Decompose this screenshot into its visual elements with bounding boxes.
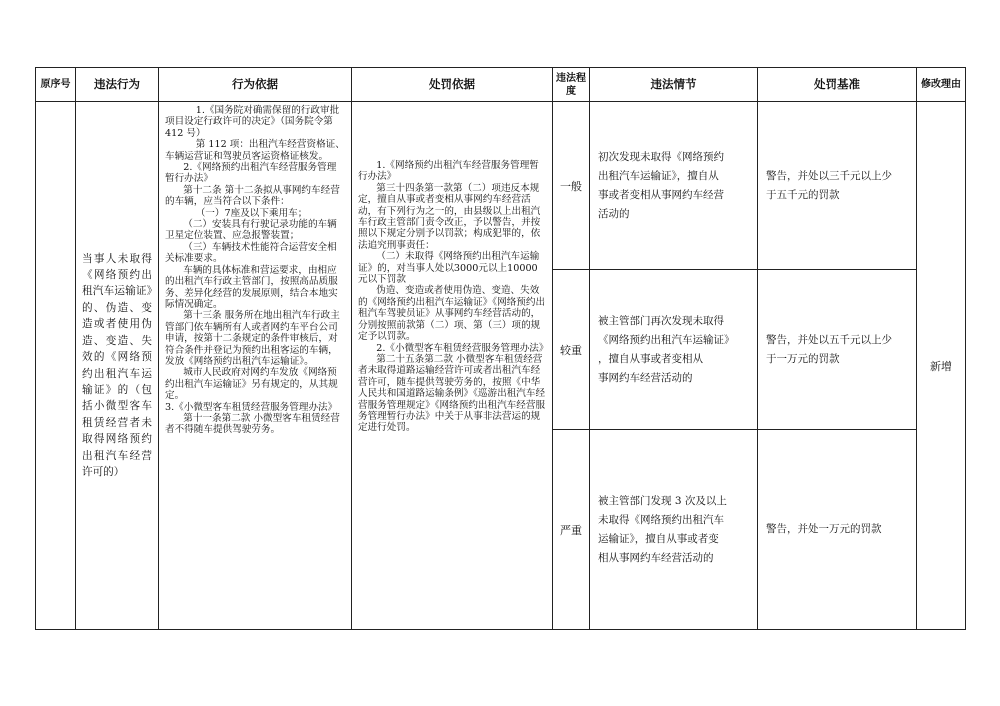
circumstance-severe [590, 430, 758, 630]
cell-act-basis [159, 102, 352, 630]
basis-paragraph: 第十一条第二款 小微型客车租赁经营者不得随车提供驾驶劳务。 [165, 412, 340, 436]
circumstance-line: 出租汽车运输证》，擅自从 [598, 169, 719, 182]
header-act: 违法行为 [76, 68, 159, 102]
circumstance-line: 活动的 [598, 207, 630, 220]
standard-line: 警告，并处以五千元以上少 [766, 333, 892, 346]
basis-paragraph: （三）车辆技术性能符合运营安全相关标准要求。 [165, 241, 337, 265]
circumstance-line: 事或者变相从事网约车经营 [598, 188, 724, 201]
cell-violation-act: 当事人未取得《网络预约出租汽车运输证》的、伪造、变造或者使用伪造、变造、失效的《网络预约出租汽车运输证》的（包括小微型客车租赁经营者未取得网络预约出租汽车经营许可的） [76, 102, 159, 630]
penalty-paragraph: 2.《小微型客车租赁经营服务管理办法》 [376, 342, 549, 354]
standard-line: 警告，并处以三千元以上少 [766, 169, 892, 182]
circumstance-serious [590, 270, 758, 430]
penalty-paragraph: 第二十五条第二款 小微型客车租赁经营者未取得道路运输经营许可或者出租汽车经营许可，随车提供驾驶劳务的，按照《中华人民共和国道路运输条例》《巡游出租汽车经营服务管理规定》《网络预约出租汽车经营服务管理暂行办法》中关于从事非法营运的规定进行处罚。 [358, 353, 546, 434]
circumstance-line: 被主管部门发现 3 次及以上 [598, 494, 727, 507]
header-standard: 处罚基准 [758, 68, 917, 102]
penalty-standard-table [35, 67, 966, 630]
basis-paragraph: 1.《国务院对确需保留的行政审批项目设定行政许可的决定》（国务院令第 412 号） [165, 105, 340, 139]
basis-paragraph: 城市人民政府对网约车发放《网络预约出租汽车运输证》另有规定的，从其规定。 [165, 367, 338, 402]
circumstance-general [590, 102, 758, 270]
standard-general [758, 102, 917, 270]
penalty-paragraph: 第三十四条第一款第（二）项违反本规定，擅自从事或者变相从事网约车经营活动，有下列行为之一的，由县级以上出租汽车行政主管部门责令改正，予以警告，并按照以下规定分别予以罚款；构成犯罪的，依法追究刑事责任： [358, 182, 541, 251]
header-degree: 违法程度 [553, 68, 590, 102]
penalty-paragraph: （二）未取得《网络预约出租汽车运输证》的，对当事人处以3000元以上10000元以下罚款 [358, 251, 540, 286]
circumstance-line: 《网络预约出租汽车运输证》 [598, 333, 735, 346]
circumstance-line: 相从事网约车经营活动的 [598, 551, 714, 564]
standard-line: 警告，并处一万元的罚款 [766, 523, 882, 535]
circumstance-line: 初次发现未取得《网络预约 [598, 150, 724, 163]
circumstance-line: ，擅自从事或者变相从 [598, 352, 703, 365]
standard-line: 于一万元的罚款 [766, 352, 840, 365]
basis-paragraph: 第十三条 服务所在地出租汽车行政主管部门依车辆所有人或者网约车平台公司申请，按第十二条规定的条件审核后，对符合条件并登记为预约出租客运的车辆，发放《网络预约出租汽车运输证》。 [165, 310, 340, 367]
degree-serious: 较重 [553, 270, 590, 430]
table-row-general [36, 102, 966, 270]
basis-paragraph: （二）安装具有行驶记录功能的车辆卫星定位装置、应急报警装置； [165, 219, 337, 242]
basis-paragraph: 车辆的具体标准和营运要求，由相应的出租汽车行政主管部门，按照高品质服务、差异化经营的发展原则，结合本地实际情况确定。 [165, 264, 338, 310]
penalty-paragraph: 伪造、变造或者使用伪造、变造、失效的《网络预约出租汽车运输证》《网络预约出租汽车驾驶员证》从事网约车经营活动的，分别按照前款第（二）项、第（三）项的规定予以罚款。 [358, 285, 546, 343]
circumstance-line: 事网约车经营活动的 [598, 371, 693, 384]
basis-paragraph: 3.《小微型客车租赁经营服务管理办法》 [165, 401, 338, 413]
header-seq: 原序号 [36, 68, 76, 102]
header-penalty-basis: 处罚依据 [352, 68, 553, 102]
cell-seq [36, 102, 76, 630]
basis-paragraph: 第十二条 第十二条拟从事网约车经营的车辆，应当符合以下条件： [165, 184, 340, 208]
header-reason: 修改理由 [917, 68, 966, 102]
circumstance-line: 未取得《网络预约出租汽车 [598, 513, 724, 526]
degree-general: 一般 [553, 102, 590, 270]
header-circumstance: 违法情节 [590, 68, 758, 102]
standard-line: 于五千元的罚款 [766, 188, 840, 201]
header-row [36, 68, 966, 102]
basis-paragraph: 第 112 项：出租汽车经营资格证、车辆运营证和驾驶员客运资格证核发。 [165, 139, 345, 162]
circumstance-line: 被主管部门再次发现未取得 [598, 314, 724, 327]
basis-paragraph: 2.《网络预约出租汽车经营服务管理暂行办法》 [165, 162, 337, 185]
cell-penalty-basis [352, 102, 553, 630]
penalty-paragraph: 1.《网络预约出租汽车经营服务管理暂行办法》 [358, 160, 539, 183]
standard-serious [758, 270, 917, 430]
header-basis: 行为依据 [159, 68, 352, 102]
degree-severe: 严重 [553, 430, 590, 630]
standard-severe [758, 430, 917, 630]
circumstance-line: 运输证》，擅自从事或者变 [598, 532, 719, 545]
cell-revision-reason: 新增 [917, 102, 966, 630]
basis-paragraph: （一）7座及以下乘用车； [195, 207, 308, 219]
